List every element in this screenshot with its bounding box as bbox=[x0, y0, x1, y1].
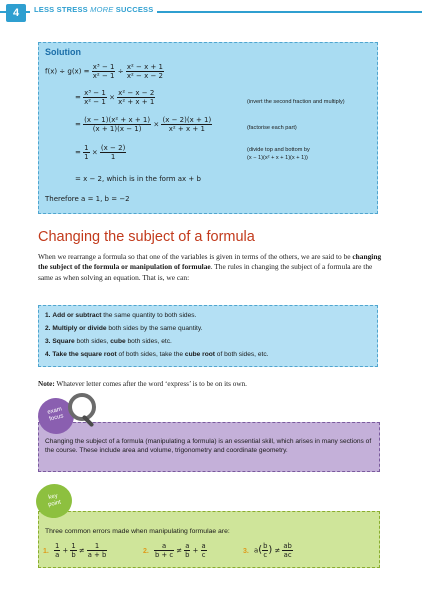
badge-line: focus bbox=[48, 413, 65, 423]
fraction bbox=[54, 542, 60, 559]
para-bold: changing the subject of the formula or manipulation of formulae bbox=[38, 252, 382, 272]
numerator: a bbox=[154, 542, 174, 551]
rule-text: the same quantity to both sides. bbox=[101, 312, 197, 319]
rule-text: both sides, etc. bbox=[125, 338, 172, 345]
title-more: MORE bbox=[90, 5, 114, 14]
fraction bbox=[154, 542, 174, 559]
numerator: a bbox=[185, 542, 190, 550]
rule-text: both sides, bbox=[74, 338, 111, 345]
equals: = bbox=[75, 93, 81, 102]
denominator: b bbox=[71, 551, 76, 559]
error-item bbox=[143, 542, 207, 559]
intro-paragraph bbox=[38, 252, 382, 283]
denominator: x² − 1 bbox=[84, 98, 106, 106]
page-number: 4 bbox=[6, 4, 26, 22]
numerator: x³ − 1 bbox=[92, 63, 115, 71]
denominator: b + c bbox=[155, 551, 174, 559]
error-item bbox=[243, 542, 293, 559]
rule-number: 1. bbox=[45, 312, 51, 319]
rule-text: both sides by the same quantity. bbox=[106, 325, 203, 332]
denominator: b bbox=[185, 551, 190, 559]
not-equal-sign: ≠ bbox=[78, 546, 85, 555]
numerator: ab bbox=[283, 542, 292, 550]
fraction bbox=[83, 144, 89, 161]
para-text: . The rules in changing the subject of a formula are the same as when solving an equation. That is, we can: bbox=[38, 262, 373, 282]
denominator: x² + x + 1 bbox=[118, 98, 155, 106]
rule-bold: Add or subtract bbox=[52, 312, 102, 319]
rule-bold: cube bbox=[110, 338, 126, 345]
solution-note: (x − 1)(x² + x + 1)(x + 1)) bbox=[247, 155, 308, 161]
equals: = bbox=[75, 148, 81, 157]
rule-text: of both sides, etc. bbox=[214, 351, 269, 358]
fraction bbox=[161, 116, 212, 133]
fraction bbox=[201, 542, 207, 559]
solution-heading: Solution bbox=[45, 47, 81, 57]
denominator: (x + 1)(x − 1) bbox=[92, 125, 142, 133]
numerator: x² − x + 1 bbox=[126, 63, 164, 71]
solution-line-1 bbox=[45, 63, 164, 80]
rule-item bbox=[45, 351, 268, 358]
error-number: 2. bbox=[143, 547, 149, 555]
key-point-intro: Three common errors made when manipulating formulae are: bbox=[45, 528, 230, 535]
solution-line-5: = x − 2, which is in the form ax + b bbox=[75, 175, 201, 183]
open-paren: ( bbox=[258, 544, 263, 556]
fraction bbox=[100, 144, 126, 161]
error-item bbox=[43, 542, 107, 559]
solution-note: (invert the second fraction and multiply) bbox=[247, 99, 345, 105]
denominator: 1 bbox=[84, 153, 89, 161]
denominator: x² + x + 1 bbox=[168, 125, 205, 133]
operator: ÷ bbox=[117, 67, 124, 76]
fraction bbox=[83, 116, 151, 133]
not-equal-sign: ≠ bbox=[176, 546, 182, 555]
close-paren: ) bbox=[268, 544, 273, 556]
fraction bbox=[126, 63, 164, 80]
denominator: a + b bbox=[87, 551, 107, 559]
exam-focus-box bbox=[38, 422, 380, 472]
solution-line-4 bbox=[75, 144, 126, 161]
numerator: a bbox=[201, 542, 206, 550]
denominator: 1 bbox=[110, 153, 116, 161]
rule-bold: cube root bbox=[184, 351, 215, 358]
numerator: x³ − 1 bbox=[84, 89, 106, 97]
not-equal-sign: ≠ bbox=[274, 546, 281, 555]
note-line bbox=[38, 380, 247, 388]
rule-number: 3. bbox=[45, 338, 51, 345]
para-text: When we rearrange a formula so that one of the variables is given in terms of the others, we are said to be bbox=[38, 252, 353, 261]
title-part1: LESS STRESS bbox=[34, 5, 91, 14]
badge-line: key bbox=[47, 493, 59, 501]
numerator: x² − x − 2 bbox=[118, 89, 155, 97]
rule-item bbox=[45, 338, 172, 345]
fraction bbox=[70, 542, 76, 559]
numerator: 1 bbox=[55, 542, 60, 550]
error-number: 3. bbox=[243, 547, 249, 555]
solution-conclusion: Therefore a = 1, b = −2 bbox=[45, 195, 130, 203]
denominator: x² − x − 2 bbox=[126, 72, 164, 80]
denominator: ac bbox=[283, 551, 292, 559]
operator: + bbox=[62, 546, 69, 555]
denominator: c bbox=[201, 551, 206, 559]
multiplier: a bbox=[254, 546, 259, 555]
fraction bbox=[282, 542, 292, 559]
rules-box bbox=[38, 305, 378, 367]
denominator: x² − 1 bbox=[92, 72, 115, 80]
numerator: 1 bbox=[71, 542, 76, 550]
solution-note: (divide top and bottom by bbox=[247, 147, 310, 153]
running-title bbox=[30, 5, 157, 14]
equals: = bbox=[75, 120, 81, 129]
operator: × bbox=[91, 148, 98, 157]
numerator: b bbox=[263, 542, 268, 550]
line1-lhs: f(x) ÷ g(x) = bbox=[45, 67, 90, 76]
rule-item bbox=[45, 312, 196, 319]
badge-line: point bbox=[47, 499, 62, 509]
denominator: a bbox=[55, 551, 60, 559]
numerator: (x − 1)(x² + x + 1) bbox=[84, 116, 151, 124]
solution-box bbox=[38, 42, 378, 214]
rule-bold: Square bbox=[52, 338, 75, 345]
page-header bbox=[0, 0, 422, 26]
note-label: Note: bbox=[38, 380, 55, 388]
fraction bbox=[184, 542, 190, 559]
operator: × bbox=[109, 93, 115, 102]
denominator: c bbox=[263, 551, 268, 559]
section-title: Changing the subject of a formula bbox=[38, 229, 255, 245]
fraction bbox=[87, 542, 108, 559]
fraction bbox=[117, 89, 155, 106]
numerator: 1 bbox=[84, 144, 89, 152]
operator: + bbox=[192, 546, 199, 555]
rule-bold: Take the square root bbox=[52, 351, 117, 358]
numerator: (x − 2) bbox=[100, 144, 126, 152]
fraction bbox=[92, 63, 116, 80]
note-text: Whatever letter comes after the word ‘express’ is to be on its own. bbox=[54, 380, 247, 388]
rule-number: 2. bbox=[45, 325, 51, 332]
solution-note: (factorise each part) bbox=[247, 125, 297, 131]
key-point-box bbox=[38, 511, 380, 568]
rule-bold: Multiply or divide bbox=[52, 325, 107, 332]
numerator: (x − 2)(x + 1) bbox=[162, 116, 212, 124]
title-part2: SUCCESS bbox=[113, 5, 154, 14]
rule-number: 4. bbox=[45, 351, 51, 358]
fraction bbox=[83, 89, 107, 106]
rule-text: of both sides, take the bbox=[116, 351, 185, 358]
solution-line-2 bbox=[75, 89, 155, 106]
badge-line: exam bbox=[46, 406, 63, 416]
numerator: 1 bbox=[87, 542, 108, 551]
solution-line-3 bbox=[75, 116, 212, 133]
error-number: 1. bbox=[43, 547, 49, 555]
rule-item bbox=[45, 325, 202, 332]
operator: × bbox=[153, 120, 160, 129]
exam-focus-text: Changing the subject of a formula (manipulating a formula) is an essential skill, which arises in many sections of the course. These include area and volume, trigonometry and coordinate geometry. bbox=[45, 438, 372, 454]
